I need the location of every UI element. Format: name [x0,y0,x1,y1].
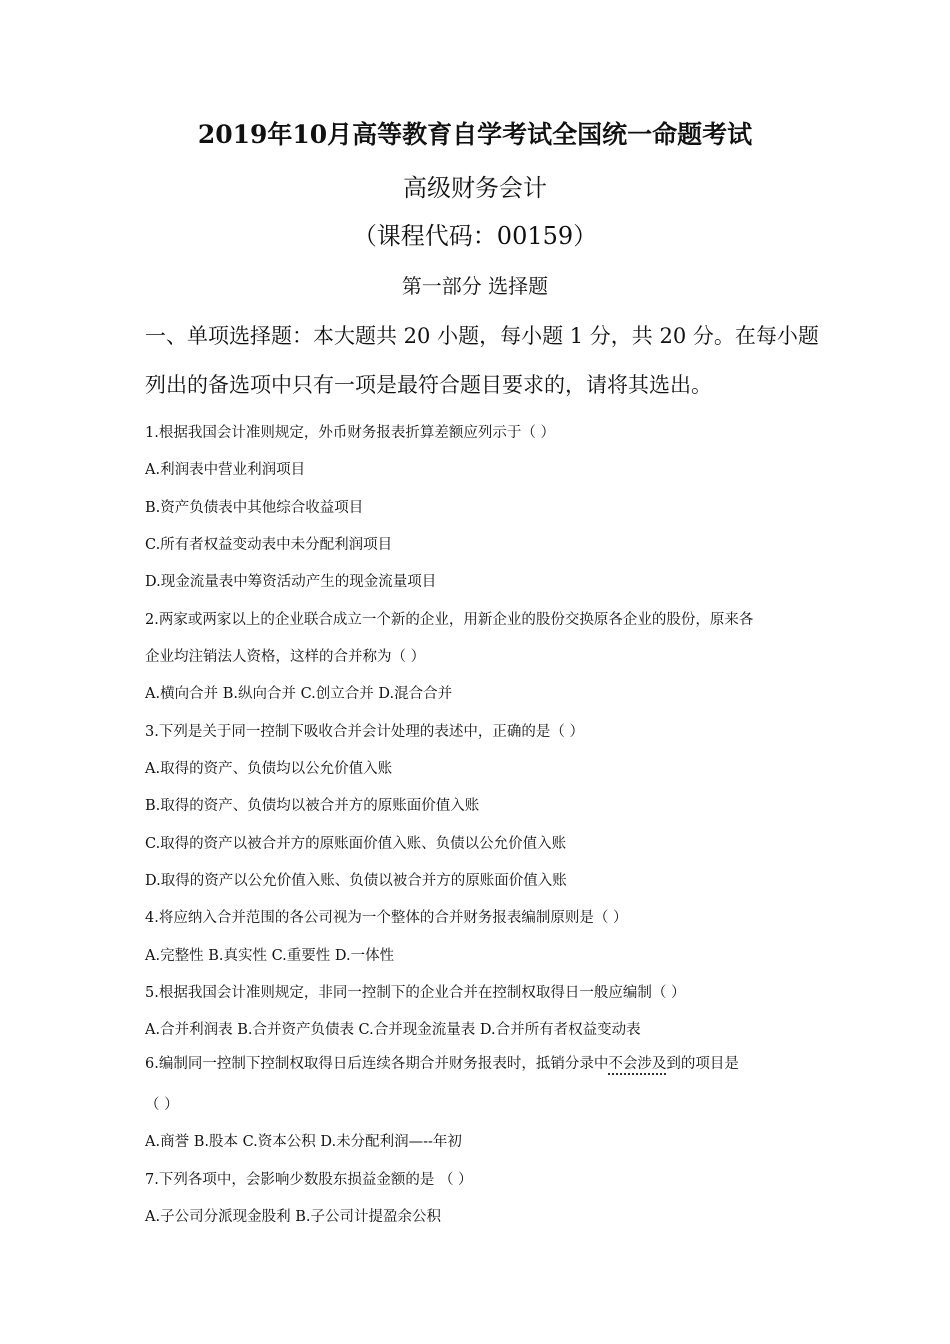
question-4-stem: 4.将应纳入合并范围的各公司视为一个整体的合并财务报表编制原则是（ ） [145,910,628,926]
question-3-option-a: A.取得的资产、负债均以公允价值入账 [145,761,393,777]
question-1-option-c: C.所有者权益变动表中未分配利润项目 [145,537,393,553]
question-5-stem: 5.根据我国会计准则规定，非同一控制下的企业合并在控制权取得日一般应编制（ ） [145,985,686,1001]
question-4-options: A.完整性 B.真实性 C.重要性 D.一体性 [145,948,395,964]
question-6-options: A.商誉 B.股本 C.资本公积 D.未分配利润—--年初 [145,1134,462,1150]
question-2-stem-line2: 企业均注销法人资格，这样的合并称为（ ） [145,649,426,665]
question-1-stem: 1.根据我国会计准则规定，外币财务报表折算差额应列示于（ ） [145,425,555,441]
question-6-emphasis: 不会涉及 [608,1056,666,1075]
question-7-stem: 7.下列各项中，会影响少数股东损益金额的是 （ ） [145,1172,473,1188]
question-6-stem-line2: （ ） [145,1097,179,1113]
exam-title: 2019年10月高等教育自学考试全国统一命题考试 [197,120,753,149]
question-3-option-c: C.取得的资产以被合并方的原账面价值入账、负债以公允价值入账 [145,836,567,852]
question-6-stem-line1 [145,1054,850,1074]
question-5-options: A.合并利润表 B.合并资产负债表 C.合并现金流量表 D.合并所有者权益变动表 [145,1022,641,1038]
course-code: （课程代码：00159） [352,222,598,250]
question-3-option-d: D.取得的资产以公允价值入账、负债以被合并方的原账面价值入账 [145,873,567,889]
question-2-stem-line1: 2.两家或两家以上的企业联合成立一个新的企业，用新企业的股份交换原各企业的股份，原来各 [145,612,754,628]
question-3-stem: 3.下列是关于同一控制下吸收合并会计处理的表述中，正确的是（ ） [145,724,584,740]
section-instruction-line1: 一、单项选择题：本大题共 20 小题，每小题 1 分，共 20 分。在每小题 [145,324,819,348]
question-1-option-a: A.利润表中营业利润项目 [145,462,306,478]
question-6-stem-after: 到的项目是 [666,1056,739,1072]
question-7-options: A.子公司分派现金股利 B.子公司计提盈余公积 [145,1209,441,1225]
question-6-stem-before: 6.编制同一控制下控制权取得日后连续各期合并财务报表时，抵销分录中 [145,1056,609,1072]
course-name: 高级财务会计 [403,174,547,202]
question-1-option-d: D.现金流量表中筹资活动产生的现金流量项目 [145,574,437,590]
question-2-options: A.横向合并 B.纵向合并 C.创立合并 D.混合合并 [145,686,453,702]
question-3-option-b: B.取得的资产、负债均以被合并方的原账面价值入账 [145,798,480,814]
question-1-option-b: B.资产负债表中其他综合收益项目 [145,500,364,516]
part-title: 第一部分 选择题 [401,274,549,298]
section-instruction-line2: 列出的备选项中只有一项是最符合题目要求的，请将其选出。 [145,373,712,397]
